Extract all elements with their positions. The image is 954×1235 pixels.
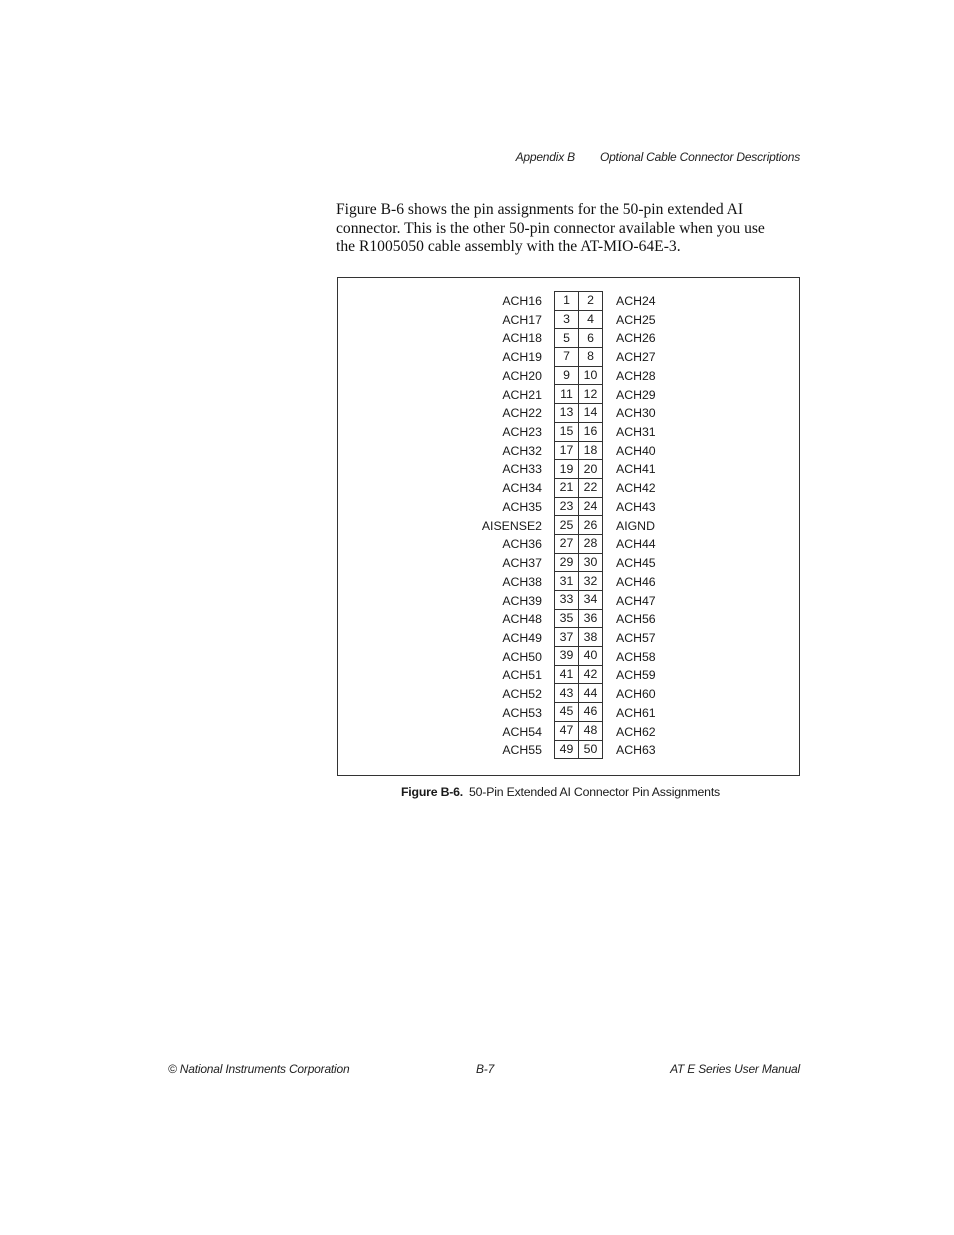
pin-row [555,422,603,441]
pin-number-even: 28 [579,534,603,553]
pin-number-odd: 33 [555,591,579,610]
pin-row [555,703,603,722]
pin-row [555,647,603,666]
pin-signal-left: ACH16 [502,294,542,308]
pin-signal-left: ACH55 [502,743,542,758]
header-chapter-title: Optional Cable Connector Descriptions [599,150,800,164]
pin-number-even: 18 [579,441,603,460]
pin-number-even: 8 [579,348,603,367]
pin-number-even: 16 [579,422,603,441]
pin-signal-left: ACH22 [502,406,542,421]
pin-row [555,366,603,385]
pin-row [555,310,603,329]
pin-signal-right: ACH57 [616,630,656,645]
pin-row [555,385,603,404]
pin-signal-left: ACH34 [502,481,542,496]
pin-signal-right: ACH46 [616,574,656,589]
pin-row [555,329,603,348]
pin-row [555,292,603,311]
pin-table-body [555,292,603,759]
pin-signal-right: ACH43 [616,499,656,514]
pin-number-odd: 29 [555,553,579,572]
pin-signal-right: ACH29 [616,387,656,402]
pin-signal-left: ACH32 [502,443,542,458]
pin-signal-right: ACH24 [616,294,656,308]
pin-number-odd: 17 [555,441,579,460]
pin-number-odd: 49 [555,740,579,759]
pin-number-odd: 39 [555,647,579,666]
pin-signal-left: ACH35 [502,499,542,514]
pin-number-odd: 35 [555,609,579,628]
pin-signal-right: ACH62 [616,724,656,739]
pin-signal-right: ACH45 [616,556,656,571]
pin-number-odd: 25 [555,516,579,535]
pin-number-even: 40 [579,647,603,666]
pin-signal-right: ACH61 [616,705,656,720]
pin-number-even: 50 [579,740,603,759]
pin-signal-left: ACH23 [502,425,542,440]
header-section: Appendix B [515,150,575,164]
footer-copyright: © National Instruments Corporation [168,1062,350,1076]
pin-row [555,572,603,591]
pin-number-odd: 45 [555,703,579,722]
pin-number-even: 12 [579,385,603,404]
pin-number-odd: 47 [555,721,579,740]
pin-signal-left: ACH21 [502,387,542,402]
pin-signal-right: ACH44 [616,537,656,552]
pin-signal-left: ACH48 [502,612,542,627]
pin-row [555,404,603,423]
pin-number-even: 6 [579,329,603,348]
pin-number-even: 34 [579,591,603,610]
pin-number-odd: 27 [555,534,579,553]
caption-label: Figure B-6. [401,785,464,799]
pin-signal-right: ACH25 [616,312,656,327]
pin-number-even: 38 [579,628,603,647]
pin-signal-left: ACH20 [502,368,542,383]
running-header [516,150,800,164]
pin-table [554,291,603,759]
pin-signal-left: ACH50 [502,649,542,664]
pin-row [555,460,603,479]
pin-row [555,553,603,572]
pin-number-odd: 11 [555,385,579,404]
pin-number-even: 22 [579,478,603,497]
pin-number-even: 24 [579,497,603,516]
pin-signal-right: ACH59 [616,668,656,683]
pin-signal-left: ACH38 [502,574,542,589]
pin-number-odd: 41 [555,665,579,684]
pin-number-even: 44 [579,684,603,703]
pin-signal-left: ACH19 [502,350,542,365]
pin-signal-left: ACH17 [502,312,542,327]
pin-signal-right: ACH41 [616,462,656,477]
pin-row [555,516,603,535]
pin-number-even: 30 [579,553,603,572]
pin-signal-left: ACH52 [502,687,542,702]
pin-number-odd: 9 [555,366,579,385]
pin-signal-right: ACH30 [616,406,656,421]
pin-signal-right: ACH60 [616,687,656,702]
pin-signal-left: ACH18 [502,331,542,346]
pin-signal-left: ACH53 [502,705,542,720]
pin-number-even: 32 [579,572,603,591]
pin-number-even: 46 [579,703,603,722]
pin-signal-left: ACH49 [502,630,542,645]
pin-number-even: 2 [579,292,603,311]
pin-number-even: 36 [579,609,603,628]
pin-signal-left: ACH51 [502,668,542,683]
footer-page-number: B-7 [476,1062,495,1076]
footer-manual-title: AT E Series User Manual [670,1062,800,1076]
pin-number-odd: 37 [555,628,579,647]
pin-number-odd: 19 [555,460,579,479]
pin-signal-left: AISENSE2 [481,518,542,533]
pin-number-even: 10 [579,366,603,385]
pin-row [555,609,603,628]
pin-number-odd: 23 [555,497,579,516]
pin-row [555,478,603,497]
pin-number-even: 48 [579,721,603,740]
pin-number-even: 14 [579,404,603,423]
pin-signal-right: ACH42 [616,481,656,496]
pin-row [555,497,603,516]
pin-signal-left: ACH33 [502,462,542,477]
pin-number-even: 20 [579,460,603,479]
pin-signal-right: ACH63 [616,743,656,758]
pin-signal-left: ACH54 [502,724,542,739]
pin-number-odd: 7 [555,348,579,367]
pin-row [555,740,603,759]
pin-number-odd: 31 [555,572,579,591]
pin-signal-right: ACH56 [616,612,656,627]
pin-signal-left: ACH37 [502,556,542,571]
pin-row [555,348,603,367]
pin-row [555,684,603,703]
pin-number-odd: 43 [555,684,579,703]
pin-signal-right: ACH47 [616,593,656,608]
pin-signal-right: ACH40 [616,443,656,458]
pin-number-even: 42 [579,665,603,684]
pin-row [555,441,603,460]
pin-number-odd: 1 [555,292,579,311]
pin-number-odd: 3 [555,310,579,329]
pin-signal-left: ACH39 [502,593,542,608]
pin-number-odd: 5 [555,329,579,348]
pin-signal-right: ACH27 [616,350,656,365]
pin-number-odd: 15 [555,422,579,441]
pin-signal-right: ACH28 [616,368,656,383]
pin-signal-right: AIGND [616,518,655,533]
pin-row [555,628,603,647]
figure-caption [401,785,720,799]
pin-row [555,591,603,610]
caption-text: 50-Pin Extended AI Connector Pin Assignments [469,785,720,799]
intro-paragraph: Figure B-6 shows the pin assignments for the 50-pin extended AI connector. This is the other 50-pin connector available when you use the R1005050 cable assembly with the AT-MIO-64E-3. [336,201,765,255]
pin-row [555,665,603,684]
pin-number-even: 26 [579,516,603,535]
pin-signal-right: ACH58 [616,649,656,664]
pin-number-odd: 13 [555,404,579,423]
pin-signal-right: ACH26 [616,331,656,346]
pin-row [555,534,603,553]
pin-signal-left: ACH36 [502,537,542,552]
pin-number-odd: 21 [555,478,579,497]
pin-signal-right: ACH31 [616,425,656,440]
pin-row [555,721,603,740]
pin-number-even: 4 [579,310,603,329]
